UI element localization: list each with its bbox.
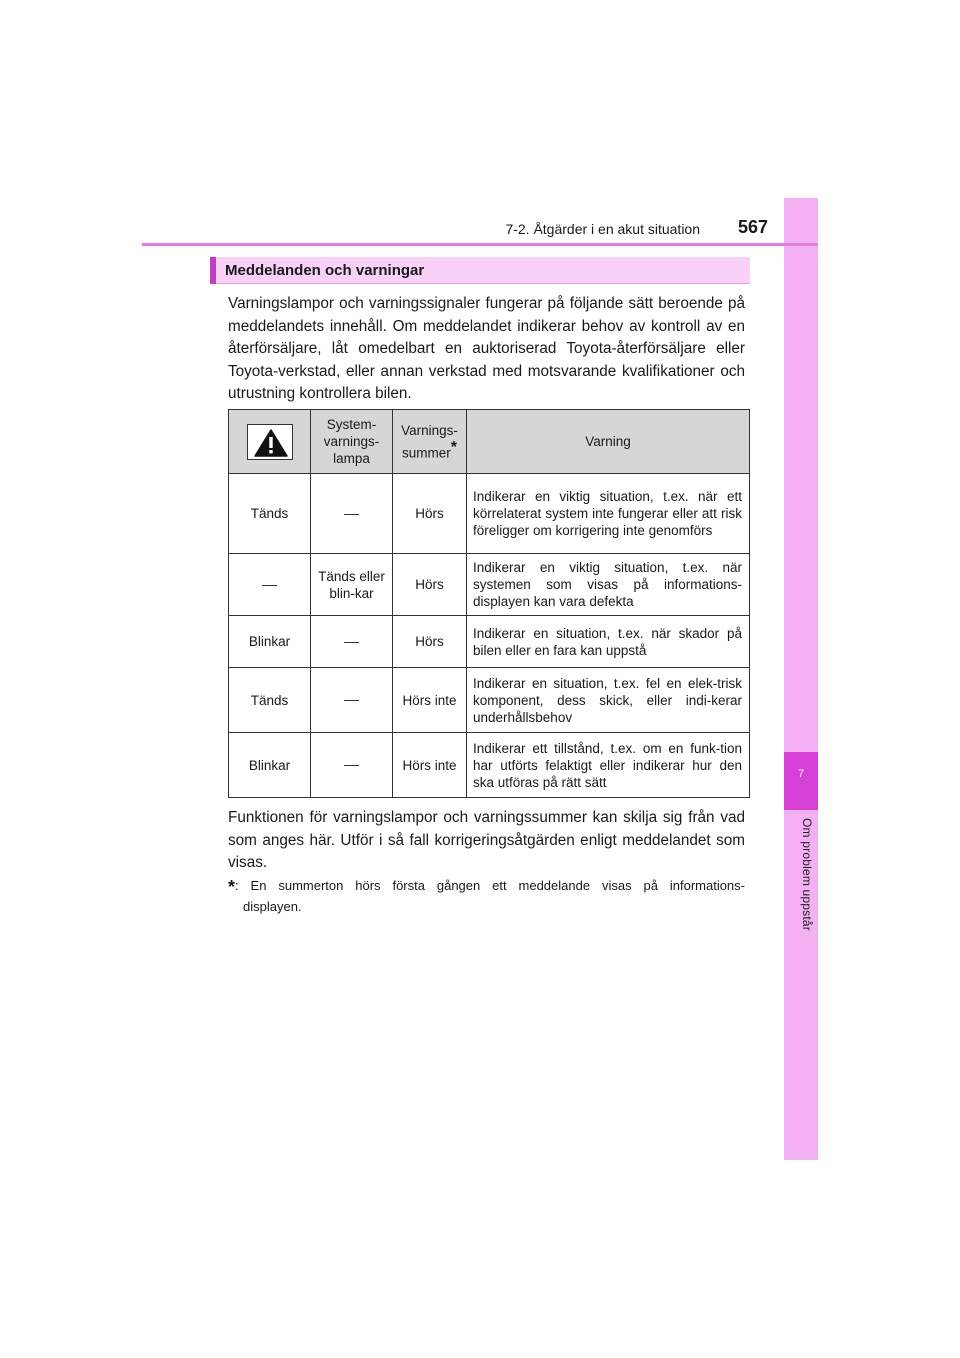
section-heading-stripe xyxy=(210,257,216,284)
cell-lamp: Blinkar xyxy=(229,616,311,668)
cell-lamp: Tänds xyxy=(229,474,311,554)
cell-buzzer: Hörs xyxy=(393,616,467,668)
chapter-side-tab xyxy=(784,198,818,1160)
warning-triangle-icon xyxy=(247,424,293,460)
chapter-tab-active-marker xyxy=(784,752,818,810)
dash-mark xyxy=(262,585,277,586)
footnote-mark: * xyxy=(228,877,236,897)
header-rule xyxy=(142,243,818,246)
cell-buzzer: Hörs inte xyxy=(393,733,467,798)
cell-warning: Indikerar en viktig situation, t.ex. när ett körrelaterat system inte fungerar eller att risk föreligger om korrigering inte genomförs xyxy=(467,474,750,554)
table-row xyxy=(229,733,750,798)
cell-warning: Indikerar ett tillstånd, t.ex. om en funk-tion har utförts felaktigt eller indikerar hur den ska utföras på rätt sätt xyxy=(467,733,750,798)
footnote-line-1 xyxy=(228,876,745,897)
cell-light: Tänds eller blin-kar xyxy=(311,554,393,616)
table-header-row xyxy=(229,410,750,474)
page-number: 567 xyxy=(738,217,769,237)
cell-light xyxy=(311,616,393,668)
dash-mark xyxy=(344,765,359,766)
header-buzzer-label: Varnings-summer xyxy=(401,422,458,461)
cell-lamp: Blinkar xyxy=(229,733,311,798)
footnote-text-2: displayen. xyxy=(243,899,302,914)
header-warning xyxy=(467,410,750,474)
dash-mark xyxy=(344,700,359,701)
cell-buzzer: Hörs xyxy=(393,474,467,554)
header-system-lamp-label: System-varnings-lampa xyxy=(323,417,380,466)
cell-light xyxy=(311,733,393,798)
intro-paragraph: Varningslampor och varningssignaler fungerar på följande sätt beroende på meddelandets innehåll. Om meddelandet indikerar behov av kontroll av en återförsäljare, låt omedelbart en auktoriserad Toyota-återförsäljare eller Toyota-verkstad, eller annan verkstad med motsvarande kvalifikationer och utrustning kontrollera bilen. xyxy=(228,295,745,403)
cell-buzzer: Hörs inte xyxy=(393,668,467,733)
outro-paragraph: Funktionen för varningslampor och varningssummer kan skilja sig från vad som anges här. Utför i så fall korrigeringsåtgärden enligt meddelandet som visas. xyxy=(228,809,745,872)
cell-warning: Indikerar en viktig situation, t.ex. när systemen som visas på informations-displayen kan vara defekta xyxy=(467,554,750,616)
footnote xyxy=(228,876,745,916)
dash-mark xyxy=(344,514,359,515)
cell-light xyxy=(311,474,393,554)
dash-mark xyxy=(344,642,359,643)
cell-light xyxy=(311,668,393,733)
section-title: Meddelanden och varningar xyxy=(225,262,425,279)
cell-warning: Indikerar en situation, t.ex. fel en elek-trisk komponent, dess skick, eller indi-kerar underhållsbehov xyxy=(467,668,750,733)
header-section-title: 7-2. Åtgärder i en akut situation xyxy=(505,221,700,237)
header-buzzer-footnote-mark: * xyxy=(450,438,457,456)
cell-buzzer: Hörs xyxy=(393,554,467,616)
section-heading-bar xyxy=(210,257,750,284)
header-icon-cell xyxy=(229,410,311,474)
table-row xyxy=(229,474,750,554)
chapter-label: Om problem uppstår xyxy=(800,818,814,931)
cell-warning: Indikerar en situation, t.ex. när skador på bilen eller en fara kan uppstå xyxy=(467,616,750,668)
table-row xyxy=(229,554,750,616)
header-warning-label: Varning xyxy=(585,434,631,449)
header-system-lamp xyxy=(311,410,393,474)
chapter-number: 7 xyxy=(797,768,805,780)
footnote-text-1: : En summerton hörs första gången ett meddelande visas på informations- xyxy=(235,878,745,893)
table-row xyxy=(229,668,750,733)
warning-table xyxy=(228,409,750,798)
cell-lamp xyxy=(229,554,311,616)
table-row xyxy=(229,616,750,668)
cell-lamp: Tänds xyxy=(229,668,311,733)
header-buzzer xyxy=(393,410,467,474)
